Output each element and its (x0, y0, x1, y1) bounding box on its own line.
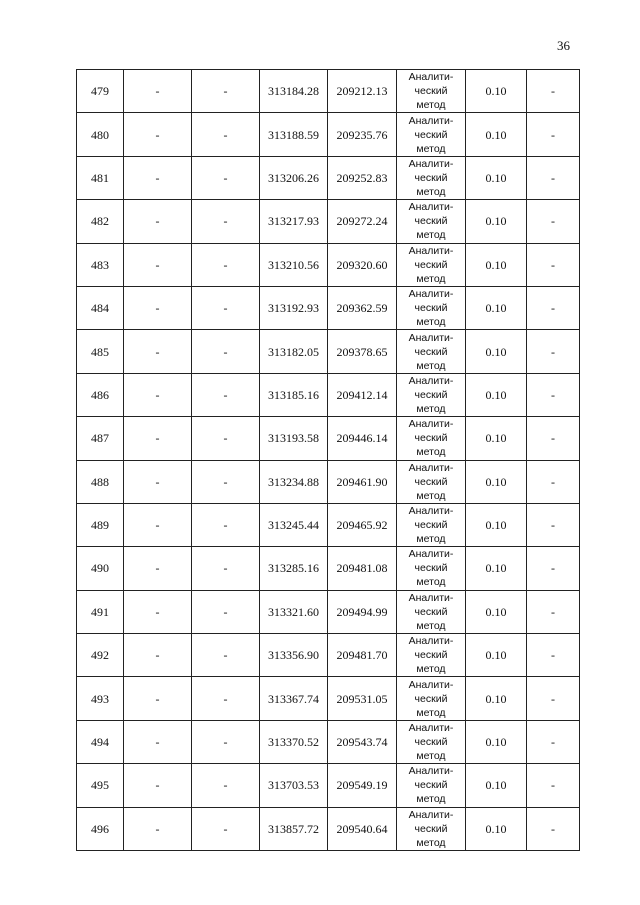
note-cell: - (527, 807, 580, 850)
empty-cell: - (124, 373, 192, 416)
note-cell: - (527, 156, 580, 199)
x-coordinate-cell: 313703.53 (260, 764, 328, 807)
method-cell (397, 417, 466, 460)
table-row (77, 243, 580, 286)
method-cell (397, 764, 466, 807)
empty-cell: - (192, 286, 260, 329)
accuracy-cell: 0.10 (466, 417, 527, 460)
y-coordinate-cell: 209531.05 (328, 677, 397, 720)
method-line: Аналити- (408, 678, 454, 691)
point-number-cell: 480 (77, 113, 124, 156)
empty-cell: - (124, 243, 192, 286)
method-line: Аналити- (408, 288, 454, 301)
table-row (77, 200, 580, 243)
x-coordinate-cell: 313356.90 (260, 634, 328, 677)
method-line: метод (416, 142, 446, 155)
x-coordinate-cell: 313192.93 (260, 286, 328, 329)
y-coordinate-cell: 209481.70 (328, 634, 397, 677)
x-coordinate-cell: 313217.93 (260, 200, 328, 243)
method-cell (397, 720, 466, 763)
method-line: Аналити- (408, 244, 454, 257)
note-cell: - (527, 417, 580, 460)
empty-cell: - (192, 330, 260, 373)
table-row (77, 460, 580, 503)
method-line: метод (416, 836, 446, 849)
accuracy-cell: 0.10 (466, 70, 527, 113)
method-line: метод (416, 229, 446, 242)
note-cell: - (527, 503, 580, 546)
accuracy-cell: 0.10 (466, 113, 527, 156)
empty-cell: - (124, 503, 192, 546)
method-cell (397, 547, 466, 590)
empty-cell: - (192, 113, 260, 156)
empty-cell: - (192, 243, 260, 286)
method-line: метод (416, 576, 446, 589)
note-cell: - (527, 720, 580, 763)
method-cell (397, 807, 466, 850)
empty-cell: - (124, 70, 192, 113)
method-line: Аналити- (408, 548, 454, 561)
x-coordinate-cell: 313285.16 (260, 547, 328, 590)
method-line: метод (416, 793, 446, 806)
empty-cell: - (192, 720, 260, 763)
point-number-cell: 487 (77, 417, 124, 460)
empty-cell: - (192, 460, 260, 503)
method-line: ческий (414, 345, 448, 358)
empty-cell: - (124, 634, 192, 677)
table-row (77, 417, 580, 460)
x-coordinate-cell: 313206.26 (260, 156, 328, 199)
method-line: Аналити- (408, 461, 454, 474)
empty-cell: - (124, 113, 192, 156)
y-coordinate-cell: 209465.92 (328, 503, 397, 546)
method-line: ческий (414, 649, 448, 662)
method-line: метод (416, 533, 446, 546)
empty-cell: - (192, 634, 260, 677)
note-cell: - (527, 70, 580, 113)
method-line: Аналити- (408, 765, 454, 778)
method-line: Аналити- (408, 635, 454, 648)
x-coordinate-cell: 313182.05 (260, 330, 328, 373)
table-row (77, 330, 580, 373)
method-line: ческий (414, 128, 448, 141)
x-coordinate-cell: 313185.16 (260, 373, 328, 416)
accuracy-cell: 0.10 (466, 200, 527, 243)
empty-cell: - (192, 200, 260, 243)
method-line: ческий (414, 519, 448, 532)
accuracy-cell: 0.10 (466, 156, 527, 199)
method-line: ческий (414, 302, 448, 315)
point-number-cell: 493 (77, 677, 124, 720)
method-line: метод (416, 663, 446, 676)
method-line: Аналити- (408, 591, 454, 604)
empty-cell: - (124, 286, 192, 329)
method-line: Аналити- (408, 418, 454, 431)
method-line: метод (416, 402, 446, 415)
note-cell: - (527, 677, 580, 720)
page-number: 36 (557, 38, 570, 53)
accuracy-cell: 0.10 (466, 330, 527, 373)
point-number-cell: 479 (77, 70, 124, 113)
method-line: ческий (414, 85, 448, 98)
table-row (77, 807, 580, 850)
y-coordinate-cell: 209378.65 (328, 330, 397, 373)
y-coordinate-cell: 209543.74 (328, 720, 397, 763)
empty-cell: - (124, 156, 192, 199)
method-line: метод (416, 185, 446, 198)
method-cell (397, 70, 466, 113)
empty-cell: - (124, 200, 192, 243)
accuracy-cell: 0.10 (466, 590, 527, 633)
note-cell: - (527, 547, 580, 590)
y-coordinate-cell: 209212.13 (328, 70, 397, 113)
note-cell: - (527, 590, 580, 633)
empty-cell: - (124, 460, 192, 503)
point-number-cell: 485 (77, 330, 124, 373)
point-number-cell: 482 (77, 200, 124, 243)
accuracy-cell: 0.10 (466, 807, 527, 850)
empty-cell: - (192, 677, 260, 720)
method-line: Аналити- (408, 114, 454, 127)
empty-cell: - (192, 373, 260, 416)
method-line: ческий (414, 258, 448, 271)
empty-cell: - (192, 764, 260, 807)
method-cell (397, 286, 466, 329)
table-row (77, 547, 580, 590)
empty-cell: - (124, 677, 192, 720)
method-line: ческий (414, 215, 448, 228)
method-cell (397, 373, 466, 416)
coordinates-table-body (77, 70, 580, 851)
point-number-cell: 483 (77, 243, 124, 286)
method-line: Аналити- (408, 201, 454, 214)
accuracy-cell: 0.10 (466, 634, 527, 677)
point-number-cell: 496 (77, 807, 124, 850)
y-coordinate-cell: 209446.14 (328, 417, 397, 460)
method-line: Аналити- (408, 71, 454, 84)
point-number-cell: 491 (77, 590, 124, 633)
empty-cell: - (192, 70, 260, 113)
y-coordinate-cell: 209252.83 (328, 156, 397, 199)
accuracy-cell: 0.10 (466, 460, 527, 503)
accuracy-cell: 0.10 (466, 720, 527, 763)
empty-cell: - (124, 417, 192, 460)
method-cell (397, 200, 466, 243)
point-number-cell: 484 (77, 286, 124, 329)
accuracy-cell: 0.10 (466, 503, 527, 546)
note-cell: - (527, 200, 580, 243)
accuracy-cell: 0.10 (466, 547, 527, 590)
x-coordinate-cell: 313857.72 (260, 807, 328, 850)
method-cell (397, 590, 466, 633)
method-cell (397, 503, 466, 546)
y-coordinate-cell: 209272.24 (328, 200, 397, 243)
point-number-cell: 486 (77, 373, 124, 416)
method-line: Аналити- (408, 374, 454, 387)
table-row (77, 764, 580, 807)
y-coordinate-cell: 209461.90 (328, 460, 397, 503)
table-row (77, 156, 580, 199)
method-line: метод (416, 359, 446, 372)
method-cell (397, 677, 466, 720)
method-line: ческий (414, 388, 448, 401)
method-line: ческий (414, 562, 448, 575)
accuracy-cell: 0.10 (466, 286, 527, 329)
method-line: метод (416, 272, 446, 285)
x-coordinate-cell: 313370.52 (260, 720, 328, 763)
note-cell: - (527, 330, 580, 373)
accuracy-cell: 0.10 (466, 677, 527, 720)
point-number-cell: 494 (77, 720, 124, 763)
accuracy-cell: 0.10 (466, 243, 527, 286)
empty-cell: - (192, 417, 260, 460)
point-number-cell: 481 (77, 156, 124, 199)
method-cell (397, 330, 466, 373)
y-coordinate-cell: 209549.19 (328, 764, 397, 807)
point-number-cell: 488 (77, 460, 124, 503)
method-line: ческий (414, 171, 448, 184)
method-line: метод (416, 489, 446, 502)
x-coordinate-cell: 313245.44 (260, 503, 328, 546)
method-line: метод (416, 619, 446, 632)
x-coordinate-cell: 313184.28 (260, 70, 328, 113)
y-coordinate-cell: 209481.08 (328, 547, 397, 590)
y-coordinate-cell: 209540.64 (328, 807, 397, 850)
method-line: метод (416, 706, 446, 719)
point-number-cell: 495 (77, 764, 124, 807)
method-cell (397, 460, 466, 503)
empty-cell: - (124, 330, 192, 373)
method-line: метод (416, 99, 446, 112)
method-cell (397, 156, 466, 199)
empty-cell: - (192, 156, 260, 199)
x-coordinate-cell: 313321.60 (260, 590, 328, 633)
method-line: Аналити- (408, 808, 454, 821)
point-number-cell: 490 (77, 547, 124, 590)
method-line: ческий (414, 736, 448, 749)
method-cell (397, 634, 466, 677)
empty-cell: - (192, 503, 260, 546)
point-number-cell: 492 (77, 634, 124, 677)
empty-cell: - (192, 590, 260, 633)
method-line: ческий (414, 692, 448, 705)
note-cell: - (527, 243, 580, 286)
note-cell: - (527, 764, 580, 807)
table-row (77, 286, 580, 329)
empty-cell: - (124, 547, 192, 590)
x-coordinate-cell: 313234.88 (260, 460, 328, 503)
accuracy-cell: 0.10 (466, 764, 527, 807)
method-line: метод (416, 750, 446, 763)
table-row (77, 720, 580, 763)
table-row (77, 677, 580, 720)
method-cell (397, 243, 466, 286)
empty-cell: - (124, 720, 192, 763)
empty-cell: - (124, 807, 192, 850)
note-cell: - (527, 286, 580, 329)
y-coordinate-cell: 209235.76 (328, 113, 397, 156)
method-line: ческий (414, 822, 448, 835)
note-cell: - (527, 113, 580, 156)
empty-cell: - (124, 764, 192, 807)
x-coordinate-cell: 313210.56 (260, 243, 328, 286)
x-coordinate-cell: 313188.59 (260, 113, 328, 156)
method-line: ческий (414, 432, 448, 445)
note-cell: - (527, 460, 580, 503)
y-coordinate-cell: 209320.60 (328, 243, 397, 286)
empty-cell: - (192, 547, 260, 590)
accuracy-cell: 0.10 (466, 373, 527, 416)
method-line: ческий (414, 779, 448, 792)
table-row (77, 590, 580, 633)
coordinates-table (76, 69, 580, 851)
note-cell: - (527, 373, 580, 416)
method-line: ческий (414, 475, 448, 488)
method-line: метод (416, 316, 446, 329)
table-row (77, 70, 580, 113)
y-coordinate-cell: 209494.99 (328, 590, 397, 633)
empty-cell: - (192, 807, 260, 850)
method-line: ческий (414, 605, 448, 618)
table-row (77, 634, 580, 677)
y-coordinate-cell: 209362.59 (328, 286, 397, 329)
table-row (77, 373, 580, 416)
x-coordinate-cell: 313193.58 (260, 417, 328, 460)
empty-cell: - (124, 590, 192, 633)
method-line: Аналити- (408, 331, 454, 344)
method-cell (397, 113, 466, 156)
method-line: Аналити- (408, 505, 454, 518)
y-coordinate-cell: 209412.14 (328, 373, 397, 416)
point-number-cell: 489 (77, 503, 124, 546)
method-line: Аналити- (408, 722, 454, 735)
method-line: Аналити- (408, 157, 454, 170)
table-row (77, 113, 580, 156)
note-cell: - (527, 634, 580, 677)
table-row (77, 503, 580, 546)
method-line: метод (416, 446, 446, 459)
x-coordinate-cell: 313367.74 (260, 677, 328, 720)
